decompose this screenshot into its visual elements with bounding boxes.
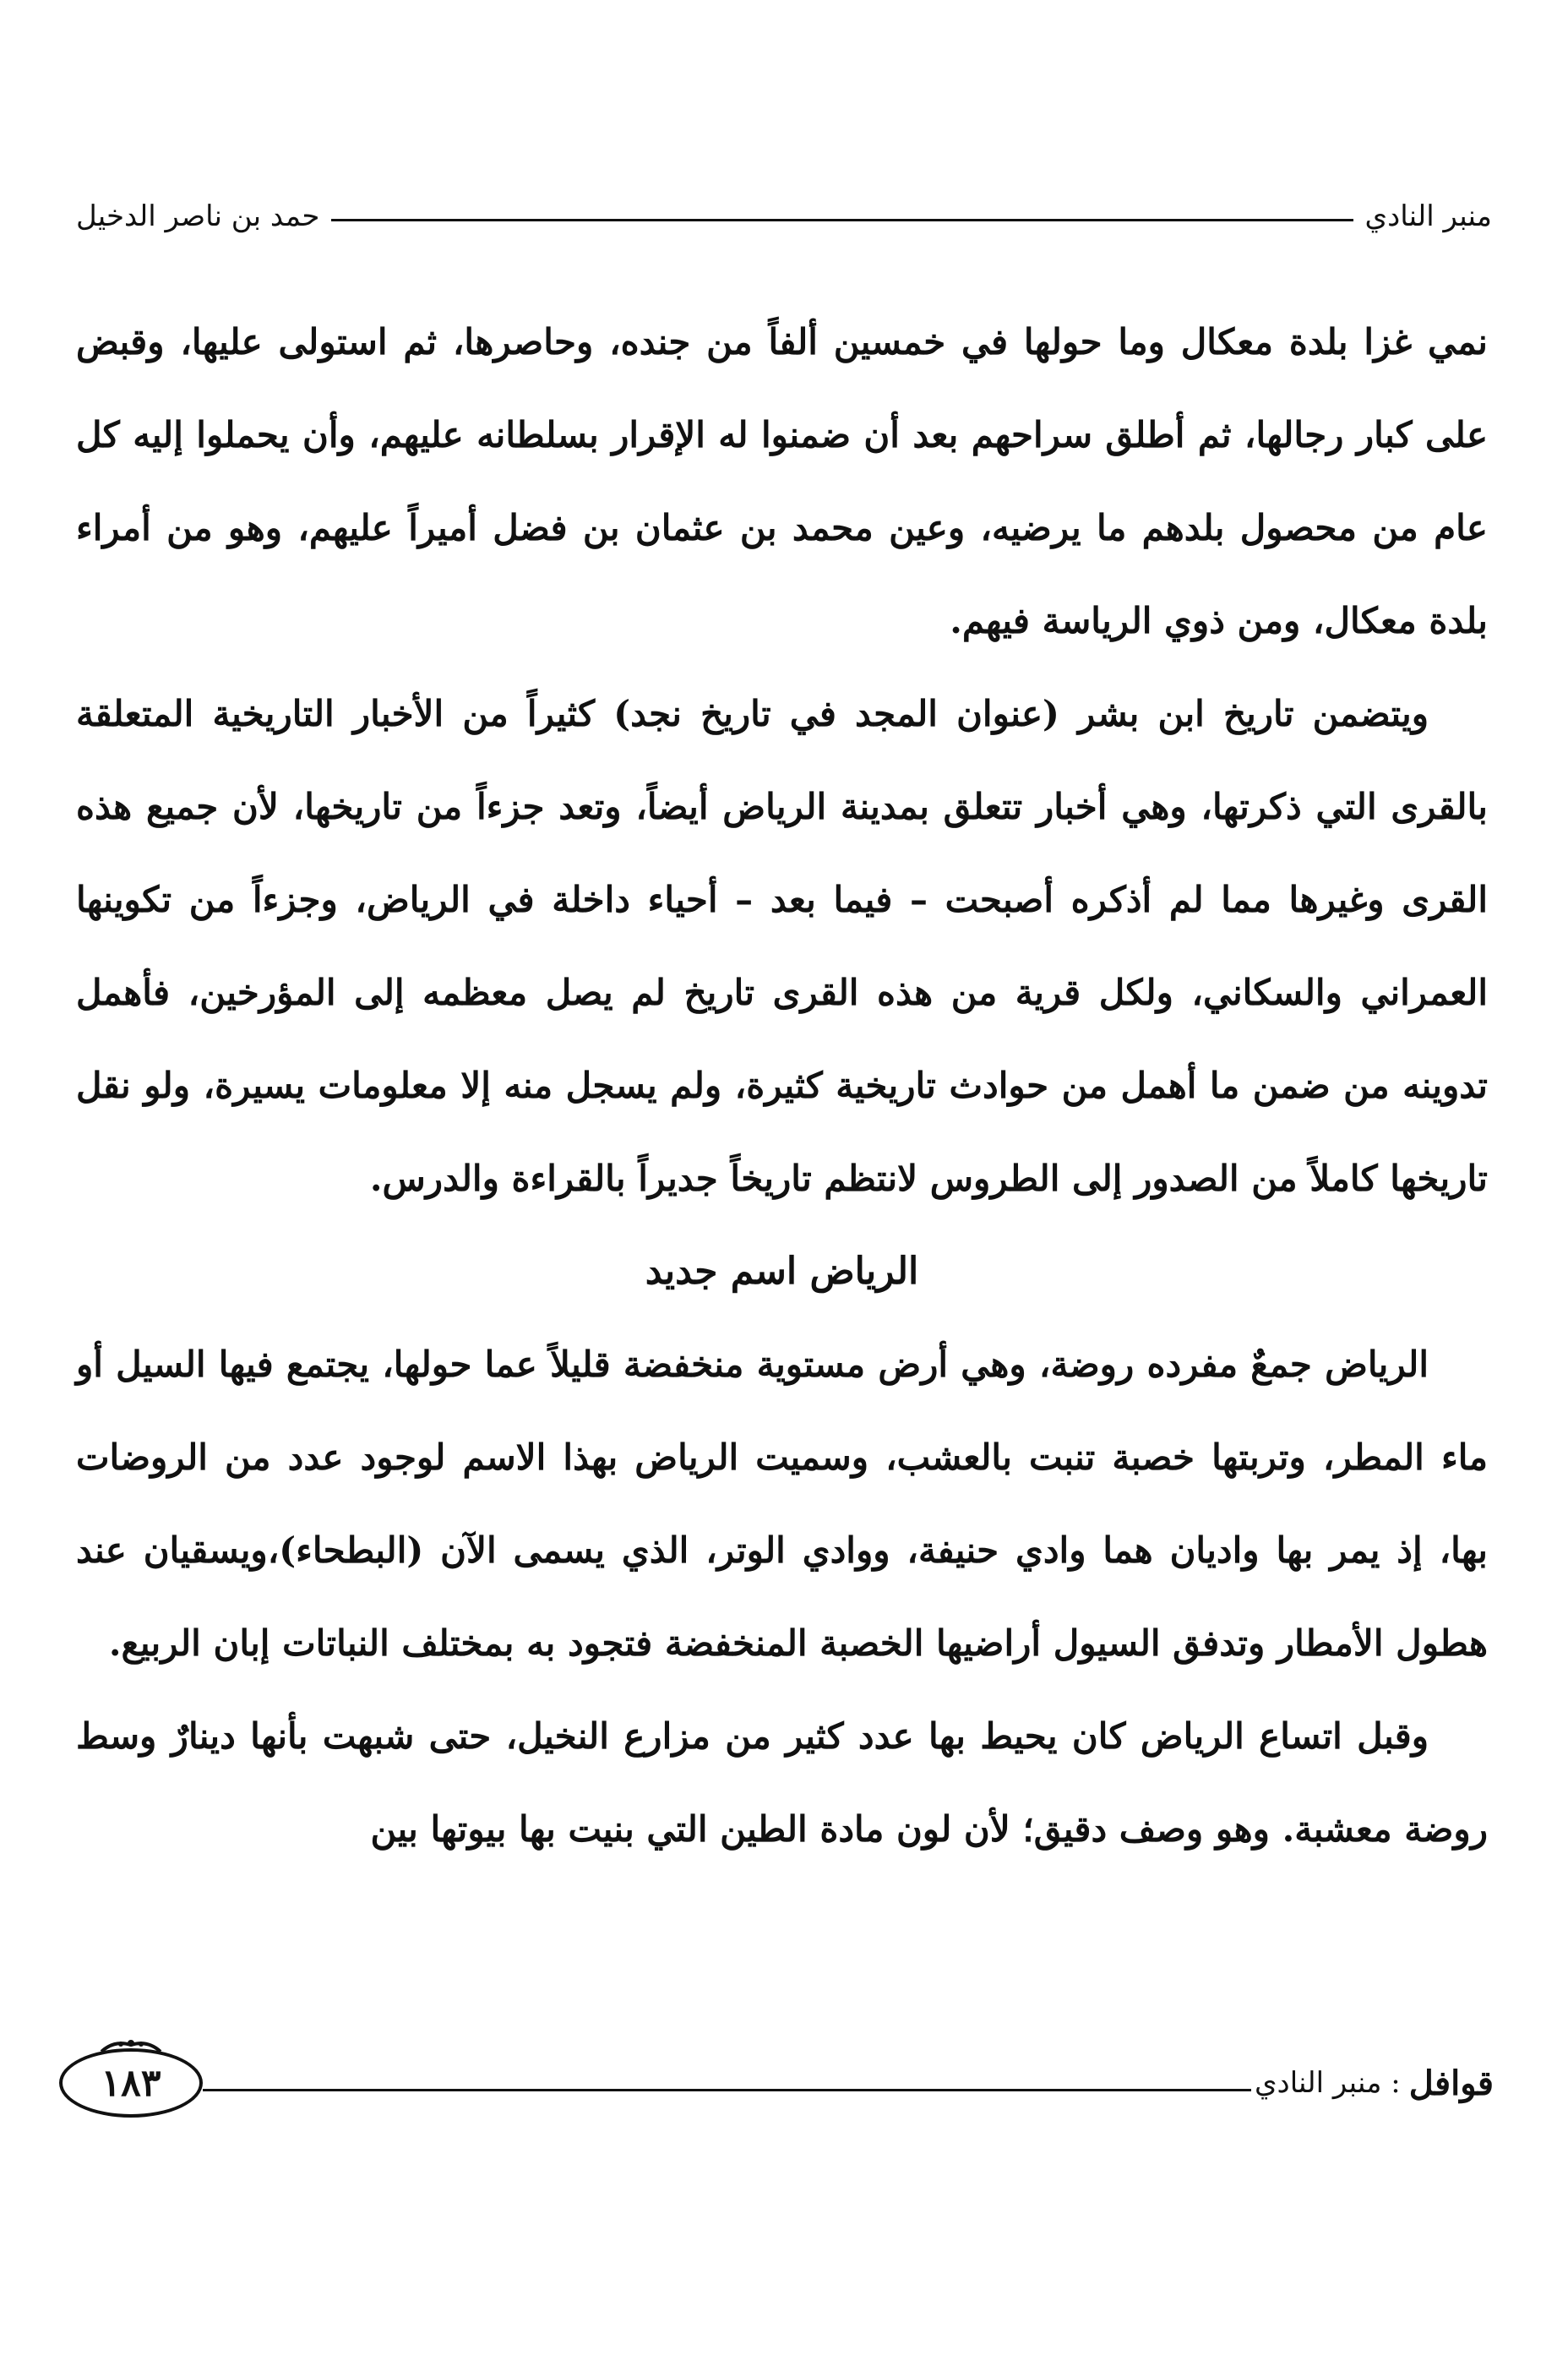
- ornament-icon: [93, 2036, 169, 2057]
- paragraph-ibn-bishr: ويتضمن تاريخ ابن بشر (عنوان المجد في تاريخ نجد) كثيراً من الأخبار التاريخية المتعلقة بالقرى التي ذكرتها، وهي أخبار تتعلق بمدينة الرياض أيضاً، وتعد جزءاً من تاريخها، لأن جميع هذه القرى وغيرها مما لم أذكره أصبحت – فيما بعد – أحياء داخلة في الرياض، وجزءاً من تكوينها العمراني والسكاني، ولكل قرية من هذه القرى تاريخ لم يصل معظمه إلى المؤرخين، فأهمل تدوينه من ضمن ما أهمل من حوادث تاريخية كثيرة، ولم يسجل منه إلا معلومات يسيرة، ولو نقل تاريخها كاملاً من الصدور إلى الطروس لانتظم تاريخاً جديراً بالقراءة والدرس.: [76, 693, 1488, 1199]
- header-author-name: حمد بن ناصر الدخيل: [76, 199, 320, 233]
- page-footer: [59, 2036, 1494, 2129]
- footer-section-name: : منبر النادي: [1254, 2066, 1401, 2100]
- paragraph-riyadh-meaning: الرياض جمعٌ مفرده روضة، وهي أرض مستوية منخفضة قليلاً عما حولها، يجتمع فيها السيل أو ماء المطر، وتربتها خصبة تنبت بالعشب، وسميت الرياض بهذا الاسم لوجود عدد من الروضات بها، إذ يمر بها واديان هما وادي حنيفة، ووادي الوتر، الذي يسمى الآن (البطحاء)،ويسقيان عند هطول الأمطار وتدفق السيول أراضيها الخصبة المنخفضة فتجود به بمختلف النباتات إبان الربيع.: [76, 1344, 1488, 1664]
- running-header: [76, 193, 1492, 240]
- page-number-badge: [59, 2048, 203, 2118]
- header-rule: [331, 219, 1353, 221]
- header-section-title: منبر النادي: [1364, 199, 1492, 233]
- footer-rule: [203, 2089, 1251, 2091]
- paragraph-riyadh-palms: وقبل اتساع الرياض كان يحيط بها عدد كثير من مزارع النخيل، حتى شبهت بأنها دينارٌ وسط روضة معشبة. وهو وصف دقيق؛ لأن لون مادة الطين التي بنيت بها بيوتها بين: [76, 1715, 1488, 1850]
- footer-journal-name: قوافل: [1408, 2063, 1494, 2103]
- page-number: ١٨٣: [101, 2061, 161, 2105]
- article-body: [76, 296, 1488, 1876]
- paragraph-continued: نمي غزا بلدة معكال وما حولها في خمسين ألفاً من جنده، وحاصرها، ثم استولى عليها، وقبض على كبار رجالها، ثم أطلق سراحهم بعد أن ضمنوا له الإقرار بسلطانه عليهم، وأن يحملوا إليه كل عام من محصول بلدهم ما يرضيه، وعين محمد بن عثمان بن فضل أميراً عليهم، وهو من أمراء بلدة معكال، ومن ذوي الرياسة فيهم.: [76, 321, 1488, 641]
- section-heading: الرياض اسم جديد: [645, 1250, 919, 1293]
